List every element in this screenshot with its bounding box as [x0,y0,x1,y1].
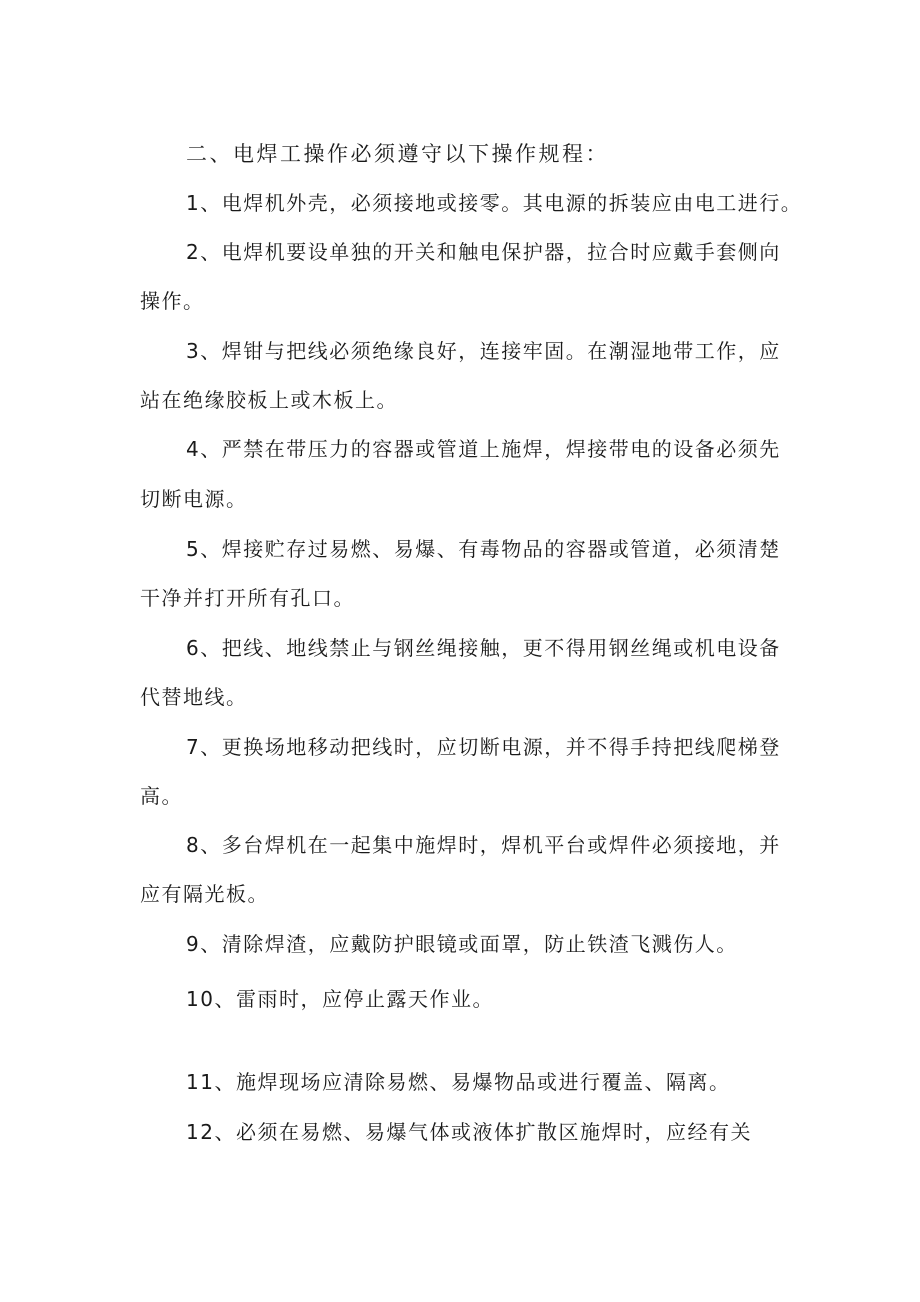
rule-8-line-1: 8、多台焊机在一起集中施焊时，焊机平台或焊件必须接地，并 [186,833,781,857]
rule-4-line-1: 4、严禁在带压力的容器或管道上施焊，焊接带电的设备必须先 [186,437,781,461]
rule-9-line-1: 9、清除焊渣，应戴防护眼镜或面罩，防止铁渣飞溅伤人。 [186,932,738,956]
section-title: 二、电焊工操作必须遵守以下操作规程： [186,142,609,166]
rule-1-line-1: 1、电焊机外壳，必须接地或接零。其电源的拆装应由电工进行。 [186,191,803,215]
rule-3-line-1: 3、焊钳与把线必须绝缘良好，连接牢固。在潮湿地带工作，应 [186,339,781,363]
rule-12-line-1: 12、必须在易燃、易爆气体或液体扩散区施焊时，应经有关 [186,1120,752,1144]
rule-2-line-1: 2、电焊机要设单独的开关和触电保护器，拉合时应戴手套侧向 [186,240,781,264]
rule-4-line-2: 切断电源。 [140,487,248,511]
rule-3-line-2: 站在绝缘胶板上或木板上。 [140,388,398,412]
rule-8-line-2: 应有隔光板。 [140,882,269,906]
rule-5-line-2: 干净并打开所有孔口。 [140,586,355,610]
rule-2-line-2: 操作。 [140,289,205,313]
rule-5-line-1: 5、焊接贮存过易燃、易爆、有毒物品的容器或管道，必须清楚 [186,537,781,561]
rule-11-line-1: 11、施焊现场应清除易燃、易爆物品或进行覆盖、隔离。 [186,1070,731,1094]
rule-7-line-2: 高。 [140,784,183,808]
rule-6-line-2: 代替地线。 [140,685,248,709]
rule-7-line-1: 7、更换场地移动把线时，应切断电源，并不得手持把线爬梯登 [186,735,781,759]
rule-10-line-1: 10、雷雨时，应停止露天作业。 [186,987,494,1011]
rule-6-line-1: 6、把线、地线禁止与钢丝绳接触，更不得用钢丝绳或机电设备 [186,636,781,660]
